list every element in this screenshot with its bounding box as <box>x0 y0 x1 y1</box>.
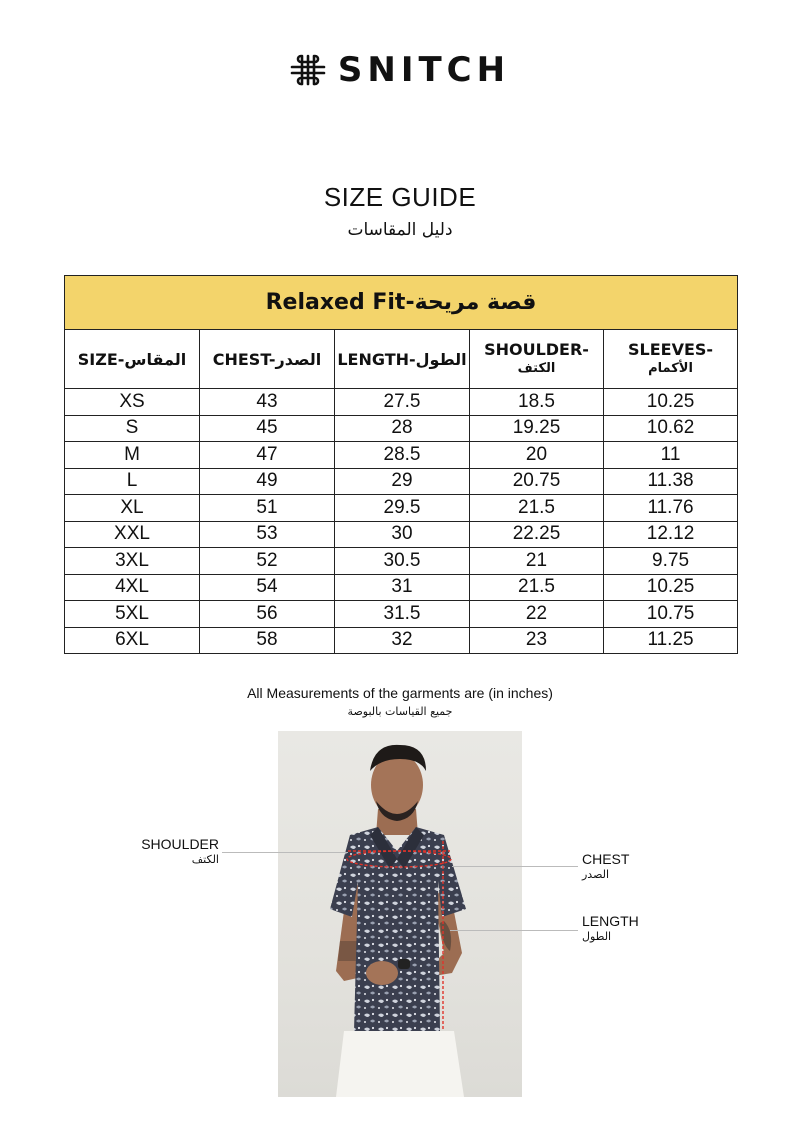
header-sleeves-ar: الأكمام <box>648 361 693 376</box>
cell-size: M <box>65 442 200 469</box>
cell-chest: 56 <box>200 601 335 628</box>
cell-shoulder: 21.5 <box>470 495 604 522</box>
cell-shoulder: 18.5 <box>470 389 604 416</box>
table-row <box>65 601 738 628</box>
size-table <box>64 275 738 654</box>
cell-sleeves: 10.25 <box>604 389 738 416</box>
cell-sleeves: 10.62 <box>604 415 738 442</box>
cell-shoulder: 21.5 <box>470 574 604 601</box>
table-row <box>65 468 738 495</box>
measurement-note-arabic: جميع القياسات بالبوصة <box>347 705 453 718</box>
brand-logo <box>0 50 800 92</box>
cell-sleeves: 9.75 <box>604 548 738 575</box>
cell-size: XL <box>65 495 200 522</box>
cell-length: 31 <box>335 574 470 601</box>
header-size <box>65 330 200 389</box>
cell-chest: 43 <box>200 389 335 416</box>
cell-size: 4XL <box>65 574 200 601</box>
cell-length: 28 <box>335 415 470 442</box>
cell-sleeves: 11.38 <box>604 468 738 495</box>
cell-size: 3XL <box>65 548 200 575</box>
label-shoulder-ar: الكتف <box>191 853 219 866</box>
cell-shoulder: 20 <box>470 442 604 469</box>
cell-sleeves: 11.25 <box>604 627 738 654</box>
cell-chest: 47 <box>200 442 335 469</box>
cell-shoulder: 22.25 <box>470 521 604 548</box>
table-header-row <box>65 330 738 389</box>
label-length-en: LENGTH <box>582 913 639 929</box>
header-shoulder-ar: الكتف <box>517 361 556 376</box>
table-row <box>65 495 738 522</box>
cell-length: 28.5 <box>335 442 470 469</box>
label-shoulder-en: SHOULDER <box>141 836 219 852</box>
cell-length: 29 <box>335 468 470 495</box>
cell-sleeves: 11.76 <box>604 495 738 522</box>
cell-chest: 51 <box>200 495 335 522</box>
cell-length: 31.5 <box>335 601 470 628</box>
cell-size: L <box>65 468 200 495</box>
cell-sleeves: 10.25 <box>604 574 738 601</box>
table-row <box>65 627 738 654</box>
header-length-en: LENGTH- <box>337 349 416 369</box>
label-chest-ar: الصدر <box>582 868 610 881</box>
header-chest-en: CHEST- <box>212 349 276 369</box>
cell-shoulder: 20.75 <box>470 468 604 495</box>
header-sleeves-en: SLEEVES- <box>627 340 714 359</box>
header-size-ar: المقاس <box>124 349 187 369</box>
label-chest <box>582 851 629 883</box>
header-size-en: SIZE- <box>77 349 125 369</box>
cell-length: 27.5 <box>335 389 470 416</box>
measurement-note: All Measurements of the garments are (in inches) <box>247 685 553 701</box>
header-shoulder-en: SHOULDER- <box>484 340 589 359</box>
label-length-ar: الطول <box>582 930 612 943</box>
cell-size: XS <box>65 389 200 416</box>
cell-shoulder: 23 <box>470 627 604 654</box>
page-title: SIZE GUIDE <box>323 182 477 212</box>
page-title-arabic: دليل المقاسات <box>347 220 453 240</box>
fit-banner-row <box>65 276 738 330</box>
table-row <box>65 574 738 601</box>
cell-shoulder: 19.25 <box>470 415 604 442</box>
header-sleeves <box>604 330 738 389</box>
table-row <box>65 521 738 548</box>
header-shoulder <box>470 330 604 389</box>
cell-length: 30.5 <box>335 548 470 575</box>
hash-grid-logo-icon <box>290 53 326 87</box>
header-length <box>335 330 470 389</box>
cell-shoulder: 21 <box>470 548 604 575</box>
cell-sleeves: 12.12 <box>604 521 738 548</box>
cell-sleeves: 11 <box>604 442 738 469</box>
cell-chest: 52 <box>200 548 335 575</box>
cell-size: S <box>65 415 200 442</box>
cell-size: 5XL <box>65 601 200 628</box>
cell-sleeves: 10.75 <box>604 601 738 628</box>
table-row <box>65 415 738 442</box>
brand-name: SNITCH <box>337 50 511 90</box>
table-row <box>65 442 738 469</box>
cell-length: 30 <box>335 521 470 548</box>
cell-chest: 58 <box>200 627 335 654</box>
cell-length: 32 <box>335 627 470 654</box>
header-chest <box>200 330 335 389</box>
cell-chest: 45 <box>200 415 335 442</box>
table-row <box>65 548 738 575</box>
header-chest-ar: الصدر <box>275 349 322 369</box>
label-shoulder <box>133 836 219 868</box>
cell-chest: 53 <box>200 521 335 548</box>
cell-shoulder: 22 <box>470 601 604 628</box>
cell-chest: 49 <box>200 468 335 495</box>
cell-size: XXL <box>65 521 200 548</box>
cell-chest: 54 <box>200 574 335 601</box>
fit-banner: Relaxed Fit-قصة مريحة <box>65 276 738 330</box>
label-length <box>582 913 639 945</box>
label-chest-en: CHEST <box>582 851 630 867</box>
cell-size: 6XL <box>65 627 200 654</box>
table-row <box>65 389 738 416</box>
cell-length: 29.5 <box>335 495 470 522</box>
model-photo <box>278 731 522 1097</box>
size-rows <box>65 389 738 654</box>
header-length-ar: الطول <box>415 349 467 369</box>
